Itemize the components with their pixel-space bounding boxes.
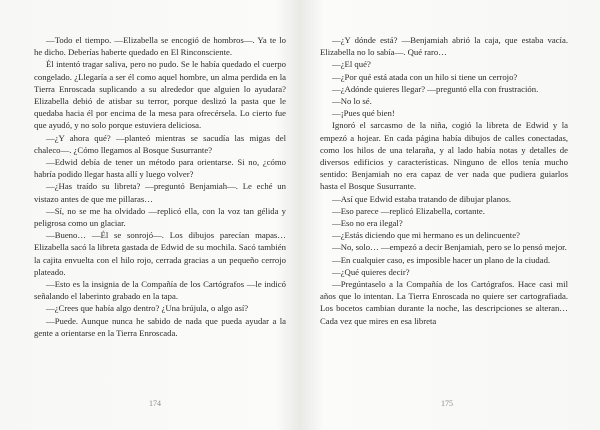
paragraph: —Edwid debía de tener un método para orientarse. Si no, ¿cómo habría podido llegar hasta allí y luego volver? <box>34 157 286 180</box>
paragraph: Él intentó tragar saliva, pero no pudo. Se le había quedado el cuerpo congelado. ¿Llegaría a ser él como aquel hombre, un alma perdida en la Tierra Enroscada suplicando a su alrededor que alguien lo ayudara? Elizabella debió de atisbar su terror, porque deslizó la pasta que le quedaba hacia él por encima de la mesa para ofrecérsela. Lo cierto fue que ayudó, y no solo porque estuviera deliciosa. <box>34 59 286 131</box>
right-page-text <box>320 34 568 327</box>
paragraph: —¿Adónde quieres llegar? —preguntó ella con frustración. <box>332 83 539 94</box>
paragraph: —¿Has traído su libreta? —preguntó Benjamiah—. Le eché un vistazo antes de que me pillaras… <box>34 181 286 204</box>
paragraph: —Bueno… —Él se sonrojó—. Los dibujos parecían mapas… Elizabella sacó la libreta gastada de Edwid de su mochila. Sacó también la cajita envuelta con el hilo rojo, cerrada gracias a un pequeño cerrojo plateado. <box>34 230 286 277</box>
paragraph: —¿El qué? <box>332 59 371 70</box>
paragraph: —Puede. Aunque nunca he sabido de nada que pueda ayudar a la gente a orientarse en la Tierra Enroscada. <box>34 315 286 338</box>
paragraph: —Esto es la insignia de la Compañía de los Cartógrafos —le indicó señalando el laberinto grabado en la tapa. <box>34 279 286 302</box>
paragraph: —Así que Edwid estaba tratando de dibujar planos. <box>332 193 512 204</box>
paragraph: —¿Por qué está atada con un hilo si tiene un cerrojo? <box>332 71 518 82</box>
paragraph: —Eso parece —replicó Elizabella, cortante. <box>332 205 485 216</box>
paragraph: —Todo el tiempo. —Elizabella se encogió de hombros—. Ya te lo he dicho. Deberías haberte quedado en El Rinconsciente. <box>34 35 286 58</box>
paragraph: —Eso no era ilegal? <box>332 218 403 229</box>
paragraph: —En cualquier caso, es imposible hacer un plano de la ciudad. <box>332 254 551 265</box>
page-number: 175 <box>441 399 453 408</box>
paragraph: —No, solo… —empezó a decir Benjamiah, pero se lo pensó mejor. <box>332 242 567 253</box>
paragraph: —¿Y ahora qué? —planteó mientras se sacudía las migas del chaleco—. ¿Cómo llegamos al Bosque Susurrante? <box>34 132 286 155</box>
paragraph: —Pregúntaselo a la Compañía de los Cartógrafos. Hace casi mil años que lo intentan. La Tierra Enroscada no quiere ser cartografiada. Los bocetos cambian durante la noche, las descripciones se alteran… Cada vez que mires en esa libreta <box>320 279 568 326</box>
paragraph: —¡Pues qué bien! <box>332 108 395 119</box>
page-number: 174 <box>149 399 161 408</box>
left-page-text <box>34 34 286 339</box>
paragraph: —¿Qué quieres decir? <box>332 266 410 277</box>
paragraph: —¿Y dónde está? —Benjamiah abrió la caja, que estaba vacía. Elizabella no lo sabía—. Qué raro… <box>320 35 568 58</box>
paragraph: —Sí, no se me ha olvidado —replicó ella, con la voz tan gélida y peligrosa como un glaciar. <box>34 205 286 229</box>
paragraph: Ignoró el sarcasmo de la niña, cogió la libreta de Edwid y la empezó a hojear. En cada página había dibujos de calles conectadas, como los hilos de una telaraña, y al lado había notas y detalles de diversos edificios y características. Ninguno de ellos tenía mucho sentido: Benjamiah no era capaz de ver nada que pudiera guiarlos hasta el Bosque Susurrante. <box>320 120 568 192</box>
paragraph: —No lo sé. <box>332 96 372 107</box>
paragraph: —¿Estás diciendo que mi hermano es un delincuente? <box>332 230 520 241</box>
right-page <box>300 0 600 430</box>
paragraph: —¿Crees que había algo dentro? ¿Una brújula, o algo así? <box>46 303 249 314</box>
